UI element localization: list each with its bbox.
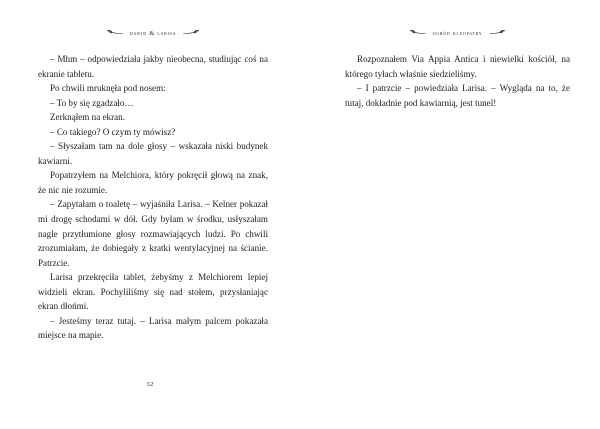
paragraph: – Co takiego? O czym ty mówisz?: [50, 126, 176, 137]
paragraph: – I patrzcie – powiedziała Larisa. – Wygląda na to, że tutaj, dokładnie pod kawiarnią, jest tunel!: [345, 83, 570, 108]
paragraph: – To by się zgadzało…: [50, 97, 134, 108]
verso-page-number: 32: [146, 381, 154, 388]
paragraph: Rozpoznałem Via Appia Antica i niewielki kościół, na którego tyłach właśnie siedzieliśmy.: [345, 54, 570, 79]
paragraph: Larisa przekręciła tablet, żebyśmy z Melchiorem lepiej widzieli ekran. Pochyliliśmy się nad stołem, przysłaniając ekran dłońmi.: [38, 272, 268, 312]
leaf-flourish-icon: [106, 29, 123, 37]
recto-body-text: [345, 52, 570, 110]
leaf-flourish-icon: [183, 29, 200, 37]
recto-running-head: [345, 0, 570, 44]
leaf-flourish-icon: [409, 29, 426, 37]
paragraph: Zerknąłem na ekran.: [50, 112, 125, 123]
paragraph: – Zapytałam o toaletę – wyjaśniła Larisa. – Kelner pokazał mi drogę schodami w dół. Gdy byłam w środku, usłyszałam nagle przytłumione głosy rozmawiających ludzi. Po chwili zrozumiałam, że dobiegały z kratki wentylacyjnej na ścianie. Patrzcie.: [38, 199, 268, 268]
paragraph: – Słyszałam tam na dole głosy – wskazała niski budynek kawiarni.: [38, 141, 268, 166]
leaf-flourish-icon: [489, 29, 506, 37]
verso-running-head-label: dawid & larisa: [129, 29, 177, 37]
paragraph: – Jesteśmy teraz tutaj. – Larisa małym palcem pokazała miejsce na mapie.: [38, 315, 268, 341]
paragraph: – Mhm – odpowiedziała jakby nieobecna, studiując coś na ekranie tabletu.: [38, 54, 268, 79]
recto-page: [300, 0, 600, 429]
verso-body-text: [38, 52, 268, 343]
paragraph: Popatrzyłem na Melchiora, który pokręcił głową na znak, że nic nie rozumie.: [38, 170, 268, 195]
paragraph: Po chwili mruknęła pod nosem:: [50, 83, 166, 94]
recto-running-head-label: ogród kleopatry: [432, 29, 483, 37]
verso-running-head: [38, 0, 268, 44]
